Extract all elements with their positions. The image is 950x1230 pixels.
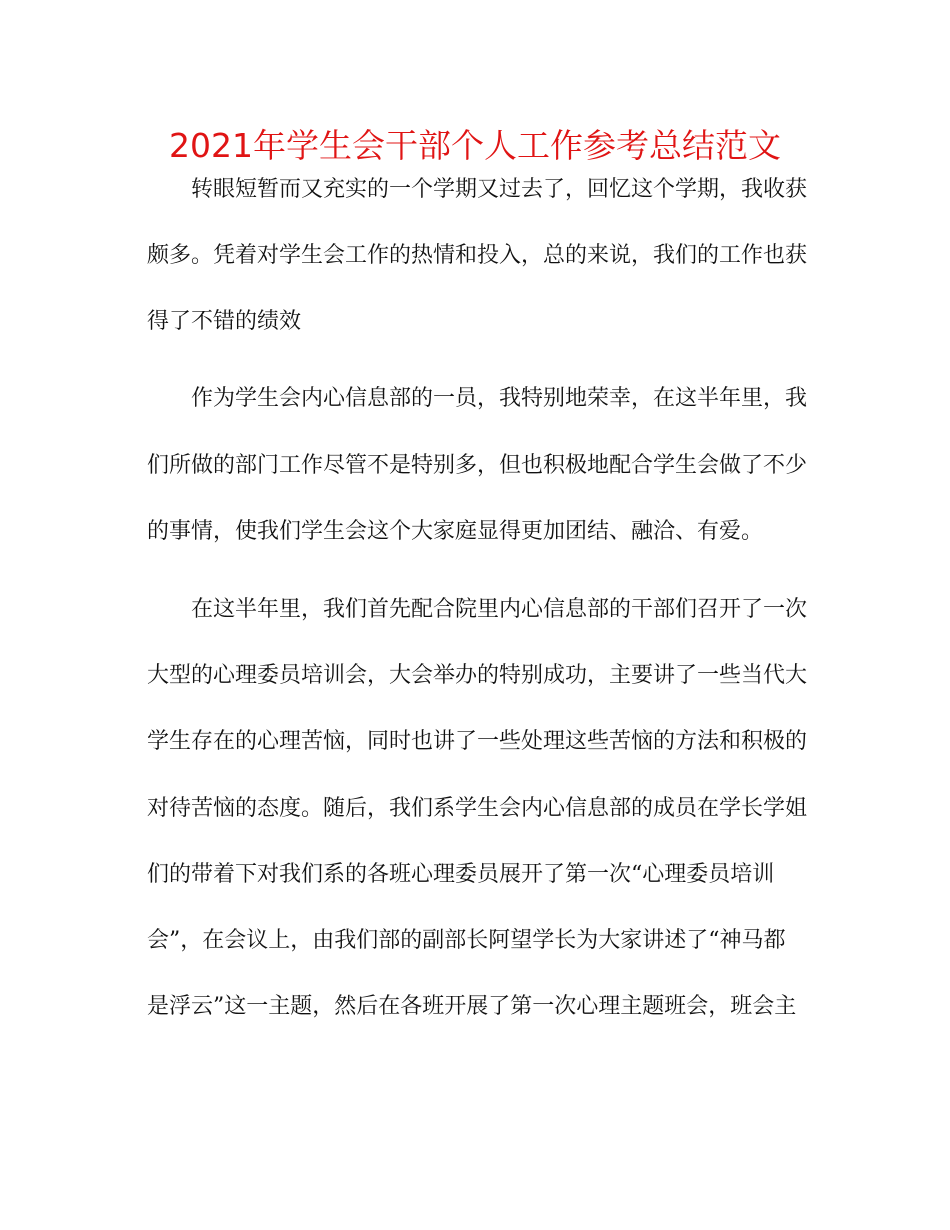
paragraph-line: 转眼短暂而又充实的一个学期又过去了，回忆这个学期，我收获 [191,177,808,202]
document-title: 2021年学生会干部个人工作参考总结范文 [169,126,781,165]
paragraph-line: 是浮云”这一主题，然后在各班开展了第一次心理主题班会，班会主 [147,994,797,1019]
paragraph-line: 会”，在会议上，由我们部的副部长阿望学长为大家讲述了“神马都 [147,928,786,953]
paragraph-line: 对待苦恼的态度。随后，我们系学生会内心信息部的成员在学长学姐 [147,796,808,821]
paragraph-line: 得了不错的绩效 [147,309,302,334]
paragraph-line: 作为学生会内心信息部的一员，我特别地荣幸，在这半年里，我 [191,386,808,411]
paragraph-line: 大型的心理委员培训会，大会举办的特别成功，主要讲了一些当代大 [147,663,808,688]
paragraph-line: 学生存在的心理苦恼，同时也讲了一些处理这些苦恼的方法和积极的 [147,729,808,754]
paragraph-line: 颇多。凭着对学生会工作的热情和投入，总的来说，我们的工作也获 [147,243,808,268]
paragraph-line: 在这半年里，我们首先配合院里内心信息部的干部们召开了一次 [191,597,808,622]
paragraph-line: 们的带着下对我们系的各班心理委员展开了第一次“心理委员培训 [147,862,775,887]
paragraph-line: 的事情，使我们学生会这个大家庭显得更加团结、融洽、有爱。 [147,519,764,544]
paragraph-line: 们所做的部门工作尽管不是特别多，但也积极地配合学生会做了不少 [147,453,808,478]
